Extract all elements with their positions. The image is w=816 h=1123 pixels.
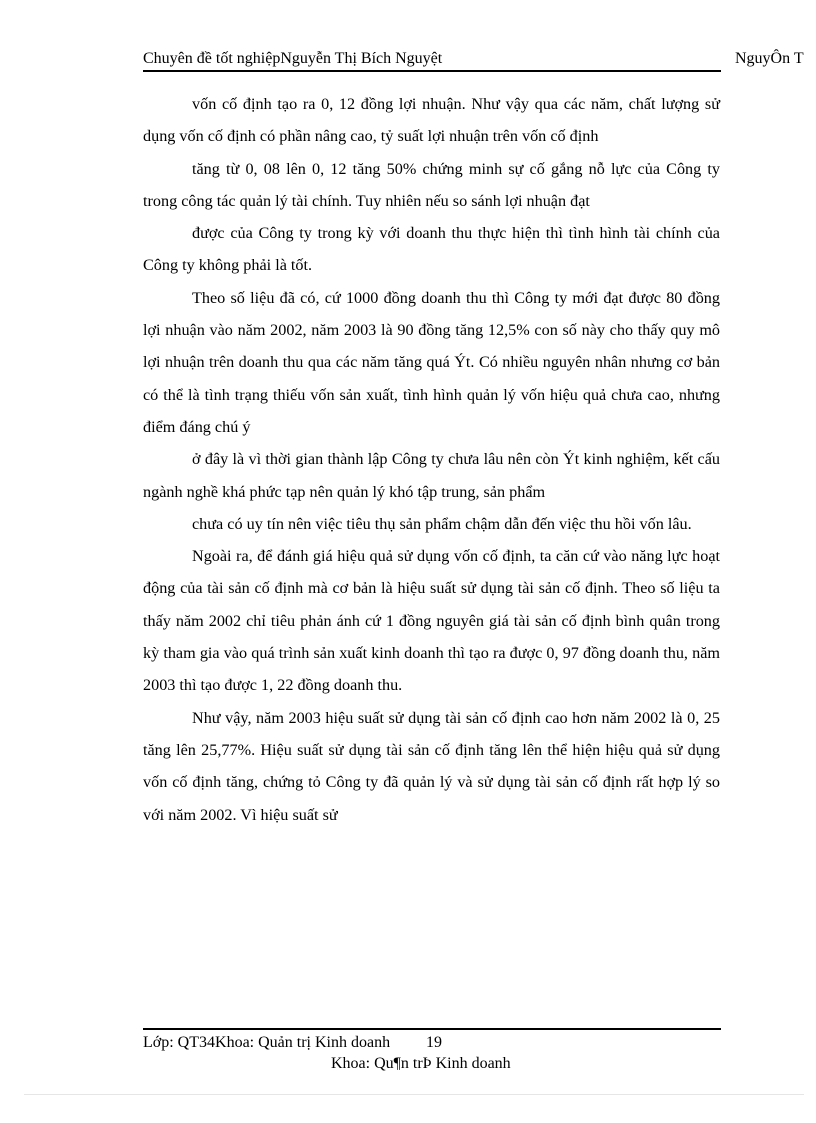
paragraph: ở đây là vì thời gian thành lập Công ty chưa lâu nên còn Ýt kinh nghiệm, kết cấu ngành nghề khá phức tạp nên quản lý khó tập trung, sản phẩm [143, 450, 720, 501]
page-number: 19 [426, 1034, 442, 1051]
paragraph: được của Công ty trong kỳ với doanh thu thực hiện thì tình hình tài chính của Công ty không phải là tốt. [143, 224, 720, 275]
paragraph: Ngoài ra, để đánh giá hiệu quả sử dụng vốn cố định, ta căn cứ vào năng lực hoạt động của tài sản cố định mà cơ bản là hiệu suất sử dụng tài sản cố định. Theo số liệu ta thấy năm 2002 chỉ tiêu phản ánh cứ 1 đồng nguyên giá tài sản cố định bình quân trong kỳ tham gia vào quá trình sản xuất kinh doanh thì tạo ra được 0, 97 đồng doanh thu, năm 2003 thì tạo được 1, 22 đồng doanh thu. [143, 547, 720, 695]
document-body [143, 88, 720, 831]
footer-divider [143, 1028, 721, 1030]
paragraph: Như vậy, năm 2003 hiệu suất sử dụng tài sản cố định cao hơn năm 2002 là 0, 25 tăng lên 25,77%. Hiệu suất sử dụng tài sản cố định tăng lên thể hiện hiệu quả sử dụng vốn cố định tăng, chứng tỏ Công ty đã quản lý và sử dụng tài sản cố định rất hợp lý so với năm 2002. Vì hiệu suất sử [143, 708, 720, 824]
header-title: Chuyên đề tốt nghiệpNguyễn Thị Bích Nguyệt [143, 50, 443, 67]
header-author-truncated: NguyÔn T [735, 50, 804, 67]
paragraph: tăng từ 0, 08 lên 0, 12 tăng 50% chứng minh sự cố gắng nỗ lực của Công ty trong công tác quản lý tài chính. Tuy nhiên nếu so sánh lợi nhuận đạt [143, 159, 720, 210]
footer-faculty-legacy-encoding: Khoa: Qu¶n trÞ Kinh doanh [331, 1055, 511, 1072]
footer-class-faculty: Lớp: QT34Khoa: Quản trị Kinh doanh [143, 1034, 391, 1051]
page-bottom-edge [24, 1094, 804, 1095]
paragraph: chưa có uy tín nên việc tiêu thụ sản phẩm chậm dẫn đến việc thu hồi vốn lâu. [192, 514, 692, 533]
paragraph: vốn cố định tạo ra 0, 12 đồng lợi nhuận. Như vậy qua các năm, chất lượng sử dụng vốn cố định có phần nâng cao, tỷ suất lợi nhuận trên vốn cố định [143, 95, 720, 146]
header-divider [143, 70, 721, 72]
paragraph: Theo số liệu đã có, cứ 1000 đồng doanh thu thì Công ty mới đạt được 80 đồng lợi nhuận vào năm 2002, năm 2003 là 90 đồng tăng 12,5% con số này cho thấy quy mô lợi nhuận trên doanh thu qua các năm tăng quá Ýt. Có nhiều nguyên nhân nhưng cơ bản có thể là tình trạng thiếu vốn sản xuất, tình hình quản lý vốn hiệu quả chưa cao, nhưng điểm đáng chú ý [143, 288, 720, 436]
